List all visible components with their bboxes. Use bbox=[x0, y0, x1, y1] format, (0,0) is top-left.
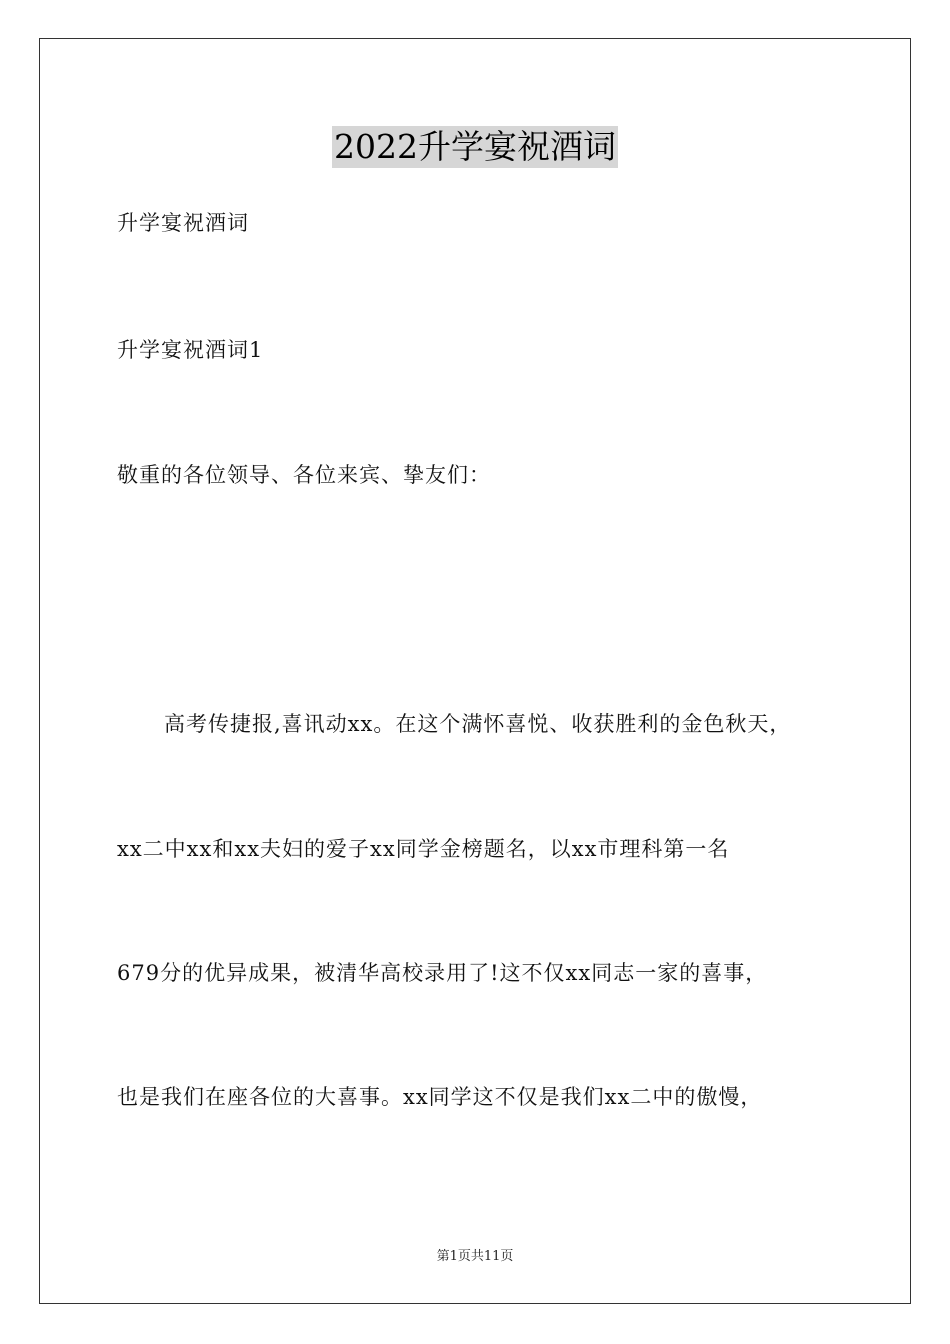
subtitle: 升学宴祝酒词 bbox=[117, 211, 249, 235]
paragraph-line: 也是我们在座各位的大喜事。xx同学这不仅是我们xx二中的傲慢， bbox=[117, 1085, 763, 1109]
page-footer bbox=[0, 1248, 950, 1266]
page-number-current: 第1页 bbox=[436, 1249, 471, 1264]
salutation: 敬重的各位领导、各位来宾、挚友们： bbox=[117, 463, 491, 487]
paragraph-line: xx二中xx和xx夫妇的爱子xx同学金榜题名，以xx市理科第一名 bbox=[117, 837, 730, 861]
section-heading: 升学宴祝酒词1 bbox=[117, 338, 264, 362]
title-container bbox=[0, 126, 950, 168]
paragraph-line: 高考传捷报,喜讯动xx。在这个满怀喜悦、收获胜利的金色秋天， bbox=[164, 712, 792, 736]
paragraph-line: 679分的优异成果，被清华高校录用了!这不仅xx同志一家的喜事， bbox=[117, 961, 768, 985]
document-title: 2022升学宴祝酒词 bbox=[334, 127, 616, 166]
page-number-total: 共11页 bbox=[470, 1249, 514, 1264]
